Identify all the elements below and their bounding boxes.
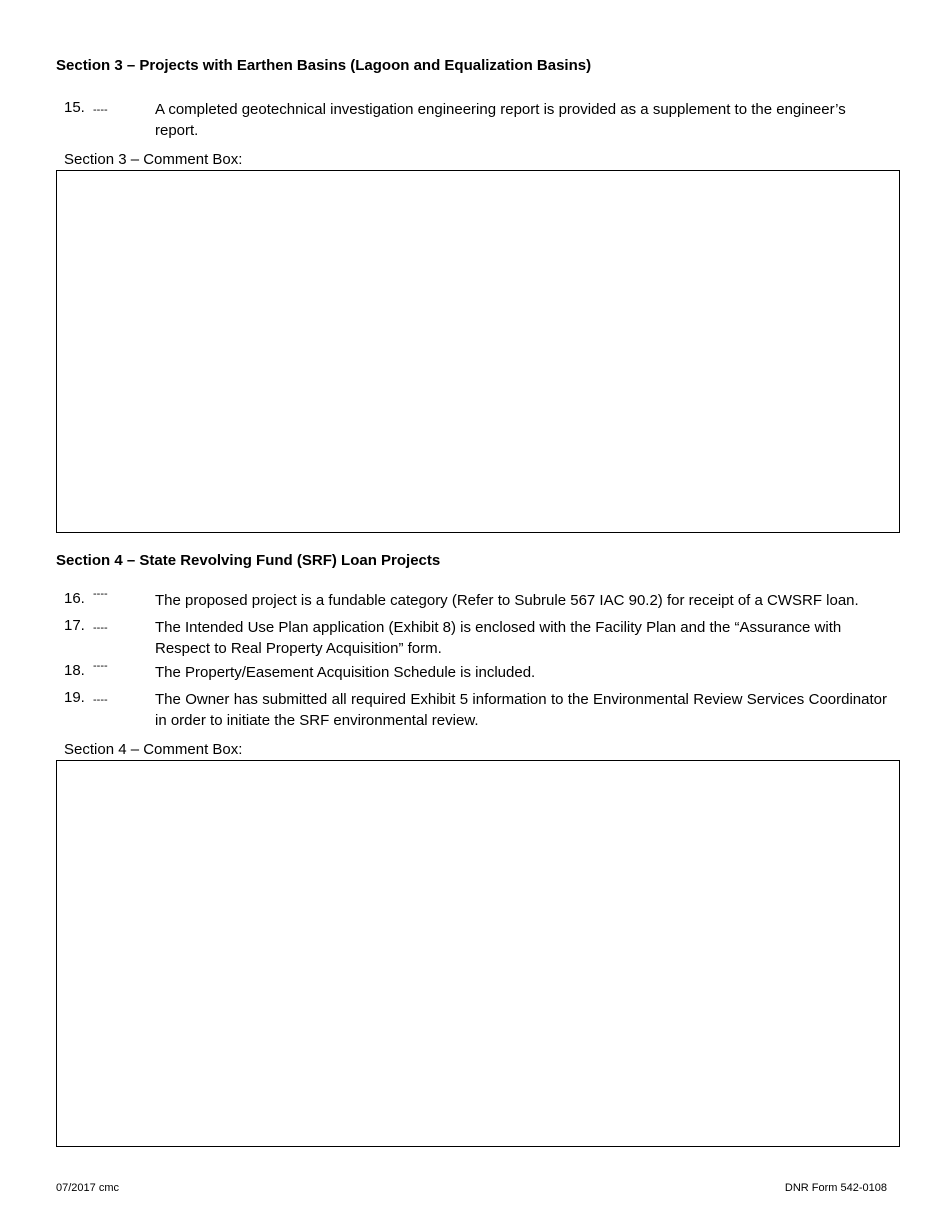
item-number: 17. [64, 617, 85, 634]
item-check-field[interactable]: ---- [93, 694, 108, 706]
item-number: 18. [64, 662, 85, 679]
item-text: The Owner has submitted all required Exhibit 5 information to the Environmental Review Services Coordinator in order to initiate the SRF environmental review. [155, 691, 887, 729]
section-3-comment-box[interactable] [56, 170, 900, 533]
section-3-comment-label: Section 3 – Comment Box: [64, 151, 243, 168]
item-number: 16. [64, 590, 85, 607]
item-text: The Property/Easement Acquisition Schedule is included. [155, 664, 536, 681]
footer-date: 07/2017 cmc [56, 1182, 119, 1194]
item-text: The Intended Use Plan application (Exhibit 8) is enclosed with the Facility Plan and the “Assurance with Respect to Real Property Acquisition” form. [155, 619, 842, 657]
item-number: 19. [64, 689, 85, 706]
checklist-item-18 [64, 662, 884, 684]
checklist-item-19 [64, 689, 887, 733]
section-3-heading: Section 3 – Projects with Earthen Basins (Lagoon and Equalization Basins) [56, 57, 592, 74]
checklist-item-16 [64, 590, 884, 612]
item-number: 15. [64, 99, 85, 116]
item-check-field[interactable]: ---- [93, 660, 108, 672]
item-check-field[interactable]: ---- [93, 104, 108, 116]
section-4-comment-box[interactable] [56, 760, 900, 1147]
checklist-item-15 [64, 99, 884, 143]
checklist-item-17 [64, 617, 884, 661]
footer-form-number: DNR Form 542-0108 [784, 1182, 887, 1194]
item-check-field[interactable]: ---- [93, 588, 108, 600]
item-text: The proposed project is a fundable category (Refer to Subrule 567 IAC 90.2) for receipt of a CWSRF loan. [155, 592, 859, 609]
item-check-field[interactable]: ---- [93, 622, 108, 634]
section-4-comment-label: Section 4 – Comment Box: [64, 741, 243, 758]
item-text: A completed geotechnical investigation engineering report is provided as a supplement to the engineer’s report. [155, 101, 846, 139]
section-4-heading: Section 4 – State Revolving Fund (SRF) Loan Projects [56, 552, 441, 569]
